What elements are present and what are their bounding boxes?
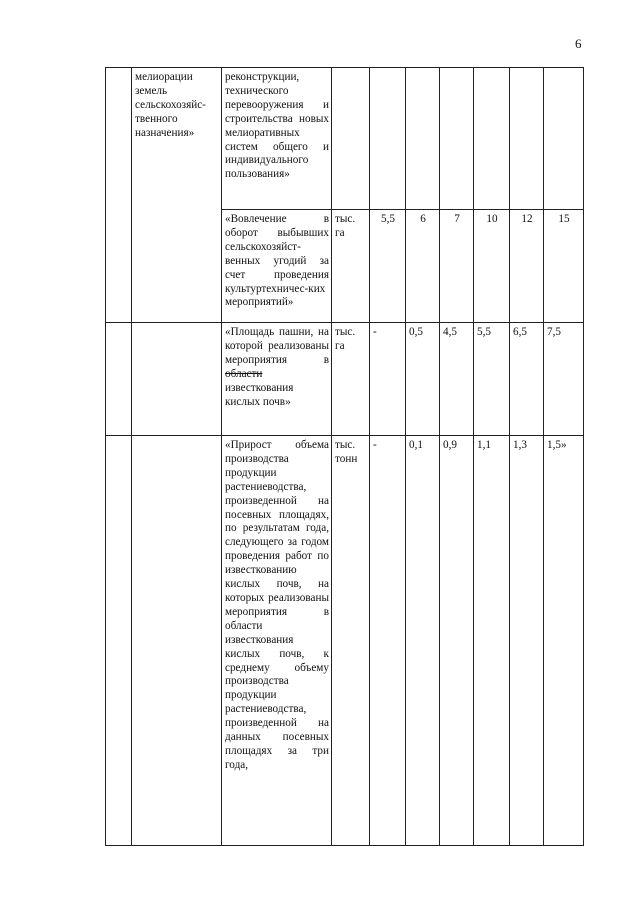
table-row <box>106 68 584 210</box>
value-cell <box>370 68 406 210</box>
value-cell: - <box>370 323 406 436</box>
value-cell: 1,1 <box>474 436 510 846</box>
value-cell <box>474 68 510 210</box>
indicator-name-cell <box>222 323 332 436</box>
indicator-name-cell: реконструкции, технического перевооружения и строительства новых мелиоративных систем общего и индивидуального пользования» <box>222 68 332 210</box>
value-cell <box>510 68 544 210</box>
value-cell <box>406 68 440 210</box>
row-number-cell <box>106 323 132 436</box>
unit-cell: тыс. га <box>332 210 370 323</box>
table-row <box>106 323 584 436</box>
indicator-name-cell: «Вовлечение в оборот выбывших сельскохозяйст-венных угодий за счет проведения культуртехничес-ких мероприятий» <box>222 210 332 323</box>
value-cell: 0,5 <box>406 323 440 436</box>
value-cell: 5,5 <box>474 323 510 436</box>
value-cell: 0,1 <box>406 436 440 846</box>
row-number-cell <box>106 436 132 846</box>
value-cell: 7,5 <box>544 323 584 436</box>
value-cell: 5,5 <box>370 210 406 323</box>
value-cell: 15 <box>544 210 584 323</box>
indicator-name-cell: «Прирост объема производства продукции растениеводства, произведенной на посевных площадях, по результатам года, следующего за годом проведения работ по известкованию кислых почв, на которых реализованы мероприятия в области известкования кислых почв, к среднему объему производства продукции растениеводства, произведенной на данных посевных площадях за три года, <box>222 436 332 846</box>
value-cell: 1,3 <box>510 436 544 846</box>
value-cell: 7 <box>440 210 474 323</box>
table-row <box>106 436 584 846</box>
value-cell: 4,5 <box>440 323 474 436</box>
indicator-text: «Площадь пашни, на которой реализованы мероприятия в <box>225 326 329 366</box>
value-cell <box>544 68 584 210</box>
indicators-table <box>105 67 584 846</box>
page-number: 6 <box>575 36 582 51</box>
value-cell: 10 <box>474 210 510 323</box>
program-name-cell: мелиорации земель сельскохозяйс-твенного назначения» <box>132 68 222 323</box>
value-cell <box>440 68 474 210</box>
unit-cell: тыс. тонн <box>332 436 370 846</box>
program-name-cell <box>132 323 222 436</box>
program-name-cell <box>132 436 222 846</box>
indicator-text: известкования кислых почв» <box>225 381 294 408</box>
value-cell: - <box>370 436 406 846</box>
value-cell: 1,5» <box>544 436 584 846</box>
value-cell: 0,9 <box>440 436 474 846</box>
value-cell: 12 <box>510 210 544 323</box>
value-cell: 6,5 <box>510 323 544 436</box>
unit-cell <box>332 68 370 210</box>
unit-cell: тыс. га <box>332 323 370 436</box>
value-cell: 6 <box>406 210 440 323</box>
row-number-cell <box>106 68 132 323</box>
struck-text: области <box>225 367 263 380</box>
